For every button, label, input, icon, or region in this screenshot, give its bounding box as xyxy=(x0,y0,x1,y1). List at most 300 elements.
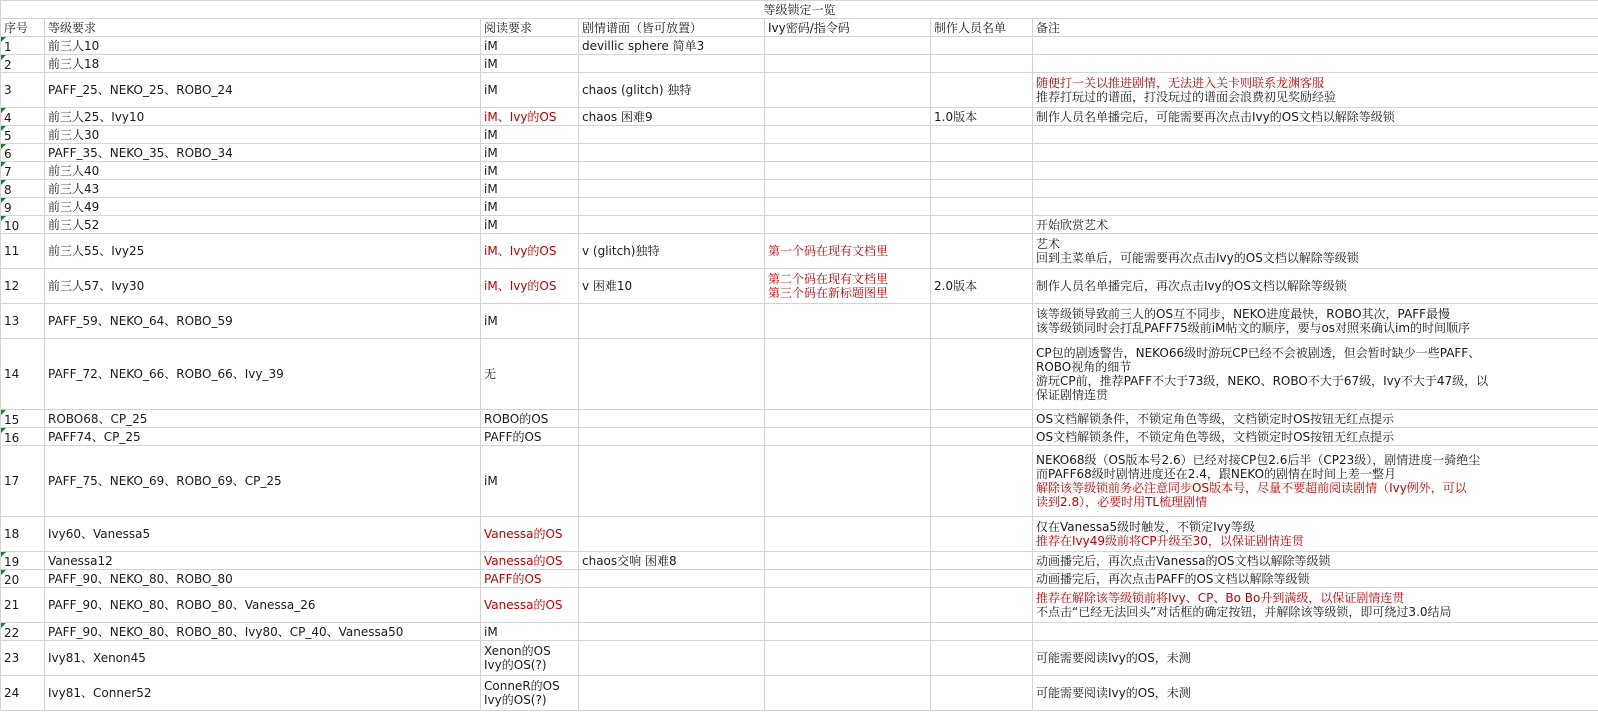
cell-credits[interactable] xyxy=(931,570,1033,588)
cell-no[interactable] xyxy=(1,198,45,216)
level-requirement: 前三人18 xyxy=(48,56,100,71)
cell-code[interactable] xyxy=(765,517,931,552)
cell-no[interactable] xyxy=(1,73,45,108)
read-requirement: iM xyxy=(484,163,498,178)
cell-credits[interactable] xyxy=(931,588,1033,623)
cell-level[interactable] xyxy=(45,570,481,588)
cell-chart[interactable] xyxy=(579,304,765,339)
cell-level[interactable] xyxy=(45,198,481,216)
cell-read[interactable] xyxy=(481,623,579,641)
row-number: 17 xyxy=(4,474,20,488)
cell-level[interactable] xyxy=(45,108,481,126)
cell-chart[interactable] xyxy=(579,339,765,410)
cell-no[interactable] xyxy=(1,446,45,517)
story-chart: v (glitch)独特 xyxy=(582,244,660,258)
cell-no[interactable] xyxy=(1,676,45,711)
cell-chart[interactable] xyxy=(579,144,765,162)
read-requirement: iM xyxy=(484,38,498,53)
cell-chart[interactable] xyxy=(579,162,765,180)
cell-code[interactable] xyxy=(765,234,931,269)
story-chart: chaos交响 困难8 xyxy=(582,553,677,568)
level-requirement: ROBO68、CP_25 xyxy=(48,411,148,426)
cell-credits[interactable] xyxy=(931,73,1033,108)
cell-code[interactable] xyxy=(765,198,931,216)
cell-notes[interactable] xyxy=(1033,144,1598,162)
cell-read[interactable] xyxy=(481,446,579,517)
cell-no[interactable] xyxy=(1,144,45,162)
table-row xyxy=(1,108,1598,126)
cell-read[interactable] xyxy=(481,641,579,676)
read-requirement: Vanessa的OS xyxy=(484,527,563,541)
cell-level[interactable] xyxy=(45,234,481,269)
cell-level[interactable] xyxy=(45,641,481,676)
read-requirement: 无 xyxy=(484,367,497,381)
cell-code[interactable] xyxy=(765,55,931,73)
level-requirement: Ivy81、Conner52 xyxy=(48,686,152,700)
cell-read[interactable] xyxy=(481,180,579,198)
cell-credits[interactable] xyxy=(931,144,1033,162)
cell-read[interactable] xyxy=(481,676,579,711)
cell-code[interactable] xyxy=(765,162,931,180)
cell-chart[interactable] xyxy=(579,73,765,108)
cell-level[interactable] xyxy=(45,73,481,108)
row-number: 3 xyxy=(4,83,12,97)
cell-level[interactable] xyxy=(45,304,481,339)
read-requirement-2: Ivy的OS(?) xyxy=(484,658,547,672)
read-requirement: iM xyxy=(484,181,498,196)
cell-code[interactable] xyxy=(765,410,931,428)
cell-code[interactable] xyxy=(765,428,931,446)
cell-credits[interactable] xyxy=(931,198,1033,216)
cell-chart[interactable] xyxy=(579,37,765,55)
cell-credits[interactable] xyxy=(931,37,1033,55)
cell-notes[interactable] xyxy=(1033,162,1598,180)
level-requirement: 前三人55、Ivy25 xyxy=(48,244,145,258)
cell-level[interactable] xyxy=(45,446,481,517)
row-number: 21 xyxy=(4,598,20,612)
cell-notes[interactable] xyxy=(1033,641,1598,676)
cell-no[interactable] xyxy=(1,410,45,428)
cell-notes[interactable] xyxy=(1033,269,1598,304)
cell-level[interactable] xyxy=(45,269,481,304)
cell-level[interactable] xyxy=(45,410,481,428)
read-requirement-2: Ivy的OS(?) xyxy=(484,693,547,707)
cell-level[interactable] xyxy=(45,588,481,623)
cell-chart[interactable] xyxy=(579,588,765,623)
cell-credits[interactable] xyxy=(931,234,1033,269)
cell-no[interactable] xyxy=(1,162,45,180)
cell-notes[interactable] xyxy=(1033,37,1598,55)
cell-no[interactable] xyxy=(1,234,45,269)
note-line: NEKO68级（OS版本号2.6）已经对接CP包2.6后半（CP23级），剧情进度一骑绝尘 xyxy=(1036,453,1481,467)
note-line: 推荐在Ivy49级前将CP升级至30，以保证剧情连贯 xyxy=(1036,534,1304,548)
cell-no[interactable] xyxy=(1,180,45,198)
cell-no[interactable] xyxy=(1,623,45,641)
header-level[interactable]: 等级要求 xyxy=(45,19,481,37)
ivy-code: 第二个码在现有文档里 xyxy=(768,272,889,286)
cell-notes[interactable] xyxy=(1033,410,1598,428)
read-requirement: iM xyxy=(484,624,498,639)
cell-notes[interactable] xyxy=(1033,428,1598,446)
note-line: 推荐打玩过的谱面，打没玩过的谱面会浪费初见奖励经验 xyxy=(1036,90,1337,104)
table-row xyxy=(1,339,1598,410)
cell-read[interactable] xyxy=(481,73,579,108)
level-requirement: PAFF_90、NEKO_80、ROBO_80 xyxy=(48,571,233,586)
cell-level[interactable] xyxy=(45,126,481,144)
cell-read[interactable] xyxy=(481,269,579,304)
cell-read[interactable] xyxy=(481,126,579,144)
cell-level[interactable] xyxy=(45,37,481,55)
cell-notes[interactable] xyxy=(1033,339,1598,410)
read-requirement: PAFF的OS xyxy=(484,429,542,444)
comment-flag-icon xyxy=(1,126,6,131)
row-number: 4 xyxy=(4,111,12,125)
header-chart[interactable]: 剧情谱面（皆可放置） xyxy=(579,19,765,37)
note-line: 解除该等级锁前务必注意同步OS版本号，尽量不要超前阅读剧情（Ivy例外，可以 xyxy=(1036,481,1467,495)
cell-notes[interactable] xyxy=(1033,234,1598,269)
cell-chart[interactable] xyxy=(579,517,765,552)
read-requirement: Vanessa的OS xyxy=(484,598,563,612)
row-number: 15 xyxy=(4,413,20,427)
cell-notes[interactable] xyxy=(1033,216,1598,234)
comment-flag-icon xyxy=(1,428,6,433)
cell-notes[interactable] xyxy=(1033,180,1598,198)
cell-code[interactable] xyxy=(765,304,931,339)
cell-code[interactable] xyxy=(765,73,931,108)
cell-chart[interactable] xyxy=(579,428,765,446)
note-line: 艺术 xyxy=(1036,237,1061,251)
cell-level[interactable] xyxy=(45,552,481,570)
table-row xyxy=(1,144,1598,162)
cell-read[interactable] xyxy=(481,198,579,216)
cell-notes[interactable] xyxy=(1033,198,1598,216)
note-line: 读到2.8），必要时用TL梳理剧情 xyxy=(1036,495,1208,509)
cell-credits[interactable] xyxy=(931,410,1033,428)
cell-notes[interactable] xyxy=(1033,552,1598,570)
cell-credits[interactable] xyxy=(931,216,1033,234)
title-row xyxy=(1,1,1598,19)
cell-no[interactable] xyxy=(1,126,45,144)
note-line: 不点击“已经无法回头”对话框的确定按钮，并解除该等级锁，即可绕过3.0结局 xyxy=(1036,605,1452,619)
table-row xyxy=(1,570,1598,588)
note-line: 制作人员名单播完后，再次点击Ivy的OS文档以解除等级锁 xyxy=(1036,279,1347,293)
cell-credits[interactable] xyxy=(931,517,1033,552)
note-line: 仅在Vanessa5级时触发，不锁定Ivy等级 xyxy=(1036,520,1255,534)
read-requirement: iM xyxy=(484,217,498,232)
cell-no[interactable] xyxy=(1,641,45,676)
level-requirement: 前三人49 xyxy=(48,199,100,214)
level-requirement: 前三人30 xyxy=(48,127,100,142)
level-requirement: 前三人57、Ivy30 xyxy=(48,279,145,293)
table-row xyxy=(1,623,1598,641)
header-credits[interactable]: 制作人员名单 xyxy=(931,19,1033,37)
row-number: 7 xyxy=(4,165,12,179)
row-number: 8 xyxy=(4,183,12,197)
cell-credits[interactable] xyxy=(931,304,1033,339)
level-requirement: 前三人52 xyxy=(48,217,100,232)
read-requirement: ConneR的OS xyxy=(484,679,560,693)
row-number: 1 xyxy=(4,40,12,54)
comment-flag-icon xyxy=(1,144,6,149)
cell-notes[interactable] xyxy=(1033,570,1598,588)
story-chart: v 困难10 xyxy=(582,279,633,293)
header-notes[interactable]: 备注 xyxy=(1033,19,1598,37)
level-requirement: PAFF_25、NEKO_25、ROBO_24 xyxy=(48,83,233,97)
cell-level[interactable] xyxy=(45,180,481,198)
cell-credits[interactable] xyxy=(931,339,1033,410)
note-line: 游玩CP前，推荐PAFF不大于73级，NEKO、ROBO不大于67级，Ivy不大于47级，以 xyxy=(1036,374,1489,388)
cell-level[interactable] xyxy=(45,676,481,711)
note-line: 回到主菜单后，可能需要再次点击Ivy的OS文档以解除等级锁 xyxy=(1036,251,1359,265)
comment-flag-icon xyxy=(1,108,6,113)
cell-read[interactable] xyxy=(481,588,579,623)
cell-chart[interactable] xyxy=(579,180,765,198)
level-requirement: PAFF_75、NEKO_69、ROBO_69、CP_25 xyxy=(48,474,282,488)
cell-level[interactable] xyxy=(45,623,481,641)
level-requirement: 前三人43 xyxy=(48,181,100,196)
cell-read[interactable] xyxy=(481,552,579,570)
cell-code[interactable] xyxy=(765,126,931,144)
cell-credits[interactable] xyxy=(931,623,1033,641)
row-number: 13 xyxy=(4,314,20,328)
cell-no[interactable] xyxy=(1,108,45,126)
cell-code[interactable] xyxy=(765,144,931,162)
row-number: 9 xyxy=(4,201,12,215)
cell-code[interactable] xyxy=(765,37,931,55)
level-requirement: Vanessa12 xyxy=(48,553,113,568)
cell-code[interactable] xyxy=(765,676,931,711)
cell-read[interactable] xyxy=(481,162,579,180)
cell-notes[interactable] xyxy=(1033,446,1598,517)
cell-read[interactable] xyxy=(481,234,579,269)
read-requirement: iM xyxy=(484,314,498,328)
cell-credits[interactable] xyxy=(931,552,1033,570)
cell-level[interactable] xyxy=(45,144,481,162)
header-no[interactable]: 序号 xyxy=(1,19,45,37)
cell-chart[interactable] xyxy=(579,234,765,269)
level-requirement: Ivy60、Vanessa5 xyxy=(48,527,151,541)
level-requirement: PAFF_90、NEKO_80、ROBO_80、Ivy80、CP_40、Vanessa50 xyxy=(48,624,404,639)
header-code[interactable]: Ivy密码/指令码 xyxy=(765,19,931,37)
cell-read[interactable] xyxy=(481,55,579,73)
row-number: 18 xyxy=(4,527,20,541)
cell-chart[interactable] xyxy=(579,552,765,570)
table-row xyxy=(1,552,1598,570)
table-row xyxy=(1,234,1598,269)
read-requirement: iM xyxy=(484,127,498,142)
cell-code[interactable] xyxy=(765,216,931,234)
ivy-code: 第一个码在现有文档里 xyxy=(768,244,889,258)
note-line: CP包的剧透警告，NEKO66级时游玩CP已经不会被剧透，但会暂时缺少一些PAFF、 xyxy=(1036,346,1481,360)
row-number: 11 xyxy=(4,244,20,258)
comment-flag-icon xyxy=(1,623,6,628)
note-line: 随便打一关以推进剧情，无法进入关卡则联系龙渊客服 xyxy=(1036,76,1325,90)
note-line: 动画播完后，再次点击PAFF的OS文档以解除等级锁 xyxy=(1036,571,1310,586)
row-number: 5 xyxy=(4,129,12,143)
read-requirement: iM、Ivy的OS xyxy=(484,279,557,293)
cell-credits[interactable] xyxy=(931,108,1033,126)
comment-flag-icon xyxy=(1,570,6,575)
table-row xyxy=(1,588,1598,623)
header-read[interactable]: 阅读要求 xyxy=(481,19,579,37)
cell-read[interactable] xyxy=(481,108,579,126)
cell-read[interactable] xyxy=(481,428,579,446)
cell-no[interactable] xyxy=(1,55,45,73)
cell-no[interactable] xyxy=(1,517,45,552)
comment-flag-icon xyxy=(1,552,6,557)
story-chart: chaos 困难9 xyxy=(582,109,653,124)
cell-read[interactable] xyxy=(481,144,579,162)
cell-level[interactable] xyxy=(45,517,481,552)
note-line: ROBO视角的细节 xyxy=(1036,360,1132,374)
note-line: 推荐在解除该等级锁前将Ivy、CP、Bo Bo升到满级，以保证剧情连贯 xyxy=(1036,591,1405,605)
table-row xyxy=(1,269,1598,304)
cell-level[interactable] xyxy=(45,428,481,446)
note-line: 该等级锁导致前三人的OS互不同步，NEKO进度最快，ROBO其次，PAFF最慢 xyxy=(1036,307,1451,321)
cell-notes[interactable] xyxy=(1033,304,1598,339)
credits-version: 1.0版本 xyxy=(934,109,978,124)
note-line: 可能需要阅读Ivy的OS，未测 xyxy=(1036,686,1191,700)
story-chart: chaos (glitch) 独特 xyxy=(582,83,692,97)
table-row xyxy=(1,428,1598,446)
cell-chart[interactable] xyxy=(579,410,765,428)
cell-read[interactable] xyxy=(481,304,579,339)
cell-chart[interactable] xyxy=(579,446,765,517)
cell-chart[interactable] xyxy=(579,623,765,641)
cell-credits[interactable] xyxy=(931,126,1033,144)
level-requirement: 前三人40 xyxy=(48,163,100,178)
table-row xyxy=(1,410,1598,428)
row-number: 23 xyxy=(4,651,20,665)
cell-notes[interactable] xyxy=(1033,588,1598,623)
cell-level[interactable] xyxy=(45,162,481,180)
cell-chart[interactable] xyxy=(579,676,765,711)
cell-chart[interactable] xyxy=(579,108,765,126)
cell-notes[interactable] xyxy=(1033,73,1598,108)
cell-no[interactable] xyxy=(1,216,45,234)
cell-level[interactable] xyxy=(45,339,481,410)
note-line: 动画播完后，再次点击Vanessa的OS文档以解除等级锁 xyxy=(1036,553,1331,568)
cell-chart[interactable] xyxy=(579,641,765,676)
note-line: 而PAFF68级时剧情进度还在2.4，跟NEKO的剧情在时间上差一整月 xyxy=(1036,467,1397,481)
cell-credits[interactable] xyxy=(931,641,1033,676)
cell-no[interactable] xyxy=(1,552,45,570)
row-number: 14 xyxy=(4,367,20,381)
level-requirement: Ivy81、Xenon45 xyxy=(48,651,146,665)
read-requirement: iM xyxy=(484,199,498,214)
table-row xyxy=(1,73,1598,108)
table-row xyxy=(1,55,1598,73)
cell-level[interactable] xyxy=(45,216,481,234)
cell-no[interactable] xyxy=(1,570,45,588)
cell-code[interactable] xyxy=(765,588,931,623)
cell-no[interactable] xyxy=(1,588,45,623)
row-number: 16 xyxy=(4,431,20,445)
cell-chart[interactable] xyxy=(579,55,765,73)
cell-notes[interactable] xyxy=(1033,623,1598,641)
cell-code[interactable] xyxy=(765,641,931,676)
cell-chart[interactable] xyxy=(579,216,765,234)
cell-code[interactable] xyxy=(765,339,931,410)
note-line: 保证剧情连贯 xyxy=(1036,388,1109,402)
comment-flag-icon xyxy=(1,180,6,185)
cell-read[interactable] xyxy=(481,570,579,588)
cell-no[interactable] xyxy=(1,428,45,446)
cell-chart[interactable] xyxy=(579,269,765,304)
cell-chart[interactable] xyxy=(579,198,765,216)
cell-credits[interactable] xyxy=(931,446,1033,517)
cell-level[interactable] xyxy=(45,55,481,73)
cell-code[interactable] xyxy=(765,623,931,641)
row-number: 20 xyxy=(4,573,20,587)
cell-notes[interactable] xyxy=(1033,517,1598,552)
story-chart: devillic sphere 简单3 xyxy=(582,38,705,53)
cell-code[interactable] xyxy=(765,570,931,588)
credits-version: 2.0版本 xyxy=(934,279,978,293)
row-number: 22 xyxy=(4,626,20,640)
cell-notes[interactable] xyxy=(1033,55,1598,73)
cell-no[interactable] xyxy=(1,339,45,410)
cell-chart[interactable] xyxy=(579,126,765,144)
cell-code[interactable] xyxy=(765,269,931,304)
read-requirement: PAFF的OS xyxy=(484,571,542,586)
table-row xyxy=(1,216,1598,234)
cell-chart[interactable] xyxy=(579,570,765,588)
table-row xyxy=(1,641,1598,676)
level-requirement: PAFF_59、NEKO_64、ROBO_59 xyxy=(48,314,233,328)
cell-notes[interactable] xyxy=(1033,676,1598,711)
table-row xyxy=(1,517,1598,552)
cell-credits[interactable] xyxy=(931,55,1033,73)
cell-code[interactable] xyxy=(765,108,931,126)
cell-credits[interactable] xyxy=(931,162,1033,180)
note-line: OS文档解锁条件，不锁定角色等级，文档锁定时OS按钮无红点提示 xyxy=(1036,429,1395,444)
cell-no[interactable] xyxy=(1,304,45,339)
cell-credits[interactable] xyxy=(931,676,1033,711)
row-number: 10 xyxy=(4,219,20,233)
cell-read[interactable] xyxy=(481,339,579,410)
read-requirement: iM xyxy=(484,474,498,488)
comment-flag-icon xyxy=(1,216,6,221)
cell-read[interactable] xyxy=(481,410,579,428)
row-number: 12 xyxy=(4,279,20,293)
cell-notes[interactable] xyxy=(1033,126,1598,144)
cell-code[interactable] xyxy=(765,446,931,517)
read-requirement: iM xyxy=(484,56,498,71)
cell-code[interactable] xyxy=(765,180,931,198)
cell-read[interactable] xyxy=(481,37,579,55)
comment-flag-icon xyxy=(1,55,6,60)
cell-credits[interactable] xyxy=(931,428,1033,446)
level-requirement: PAFF_72、NEKO_66、ROBO_66、Ivy_39 xyxy=(48,367,284,381)
cell-credits[interactable] xyxy=(931,269,1033,304)
table-row xyxy=(1,676,1598,711)
cell-read[interactable] xyxy=(481,517,579,552)
cell-no[interactable] xyxy=(1,269,45,304)
read-requirement: ROBO的OS xyxy=(484,411,549,426)
sheet-title[interactable]: 等级锁定一览 xyxy=(1,1,1598,19)
table-row xyxy=(1,162,1598,180)
row-number: 6 xyxy=(4,147,12,161)
note-line: 制作人员名单播完后，可能需要再次点击Ivy的OS文档以解除等级锁 xyxy=(1036,109,1395,124)
cell-no[interactable] xyxy=(1,37,45,55)
row-number: 19 xyxy=(4,555,20,569)
cell-code[interactable] xyxy=(765,552,931,570)
cell-notes[interactable] xyxy=(1033,108,1598,126)
cell-read[interactable] xyxy=(481,216,579,234)
read-requirement: iM xyxy=(484,145,498,160)
cell-credits[interactable] xyxy=(931,180,1033,198)
